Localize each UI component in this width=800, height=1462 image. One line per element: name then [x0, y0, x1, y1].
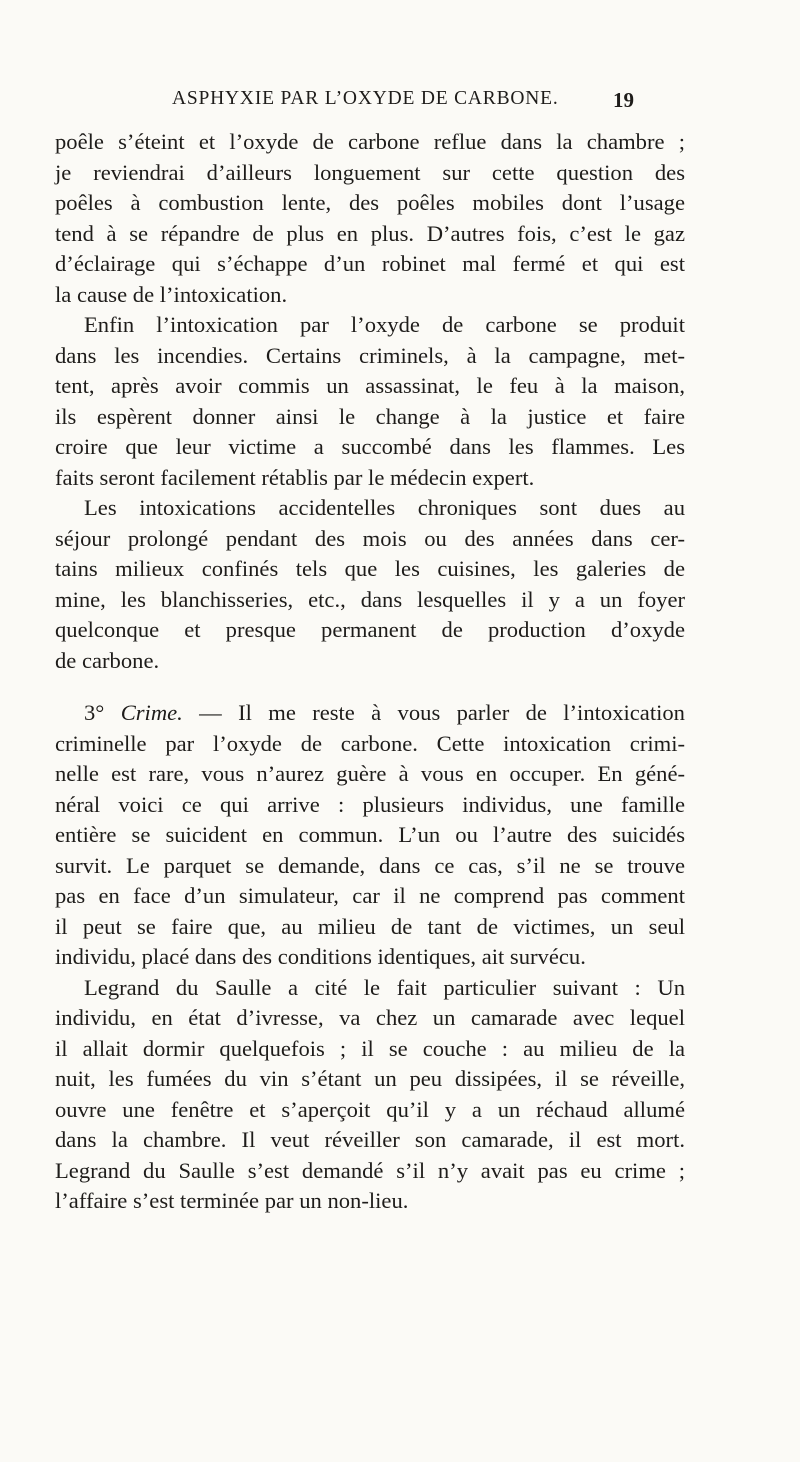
text-line: ils espèrent donner ainsi le change à la justice et faire — [55, 403, 685, 429]
section-title: Crime. — [120, 700, 183, 725]
text-line: néral voici ce qui arrive : plusieurs individus, une famille — [55, 791, 685, 817]
section-number: 3° — [84, 700, 105, 725]
text-line: tent, après avoir commis un assassinat, le feu à la maison, — [55, 373, 685, 398]
paragraph-2 — [55, 310, 685, 493]
text-line: Enfin l’intoxication par l’oxyde de carbone se produit — [84, 312, 685, 337]
page-number: 19 — [613, 88, 634, 112]
text-line: tend à se répandre de plus en plus. D’autres fois, c’est le gaz — [55, 220, 685, 246]
paragraph-legrand — [55, 973, 685, 1217]
text-line: ouvre une fenêtre et s’aperçoit qu’il y a un réchaud allumé — [55, 1096, 685, 1122]
text-line: la cause de l’intoxication. — [55, 281, 288, 307]
text-line: mine, les blanchisseries, etc., dans lesquelles il y a un foyer — [55, 586, 685, 612]
text-line: d’éclairage qui s’échappe d’un robinet mal fermé et qui est — [55, 251, 685, 276]
text-line: séjour prolongé pendant des mois ou des années dans cer- — [55, 525, 685, 551]
text-line: Legrand du Saulle s’est demandé s’il n’y avait pas eu crime ; — [55, 1157, 685, 1183]
section-first-line — [55, 698, 685, 729]
text-line: Legrand du Saulle a cité le fait particulier suivant : Un — [84, 974, 685, 1000]
text-line: nuit, les fumées du vin s’étant un peu dissipées, il se réveille, — [55, 1066, 685, 1091]
section-first-line-rest: — Il me reste à vous parler de l’intoxication — [182, 700, 685, 725]
text-line: dans la chambre. Il veut réveiller son camarade, il est mort. — [55, 1127, 685, 1152]
running-header — [172, 88, 634, 118]
text-line: tains milieux confinés tels que les cuisines, les galeries de — [55, 556, 685, 581]
text-line: je reviendrai d’ailleurs longuement sur cette question des — [55, 159, 685, 185]
running-title: ASPHYXIE PAR L’OXYDE DE CARBONE. — [172, 88, 559, 109]
text-line: Les intoxications accidentelles chroniques sont dues au — [84, 495, 685, 520]
text-line: il peut se faire que, au milieu de tant de victimes, un seul — [55, 913, 685, 939]
text-line: individu, placé dans des conditions identiques, ait survécu. — [55, 944, 586, 969]
text-line: il allait dormir quelquefois ; il se couche : au milieu de la — [55, 1035, 685, 1061]
paragraph-1 — [55, 127, 685, 310]
text-line: survit. Le parquet se demande, dans ce cas, s’il ne se trouve — [55, 852, 685, 878]
text-line: entière se suicident en commun. L’un ou l’autre des suicidés — [55, 822, 685, 847]
text-line: l’affaire s’est terminée par un non-lieu. — [55, 1188, 409, 1213]
text-line: croire que leur victime a succombé dans les flammes. Les — [55, 434, 685, 459]
text-line: quelconque et presque permanent de production d’oxyde — [55, 617, 685, 642]
body-text — [55, 127, 685, 1217]
text-line: de carbone. — [55, 647, 160, 673]
text-line: nelle est rare, vous n’aurez guère à vous en occuper. En géné- — [55, 761, 685, 786]
text-line: dans les incendies. Certains criminels, à la campagne, met- — [55, 342, 685, 368]
text-line: faits seront facilement rétablis par le médecin expert. — [55, 464, 535, 490]
text-line: individu, en état d’ivresse, va chez un camarade avec lequel — [55, 1005, 685, 1030]
text-line: pas en face d’un simulateur, car il ne comprend pas comment — [55, 883, 685, 908]
paragraph-crime-section — [55, 698, 685, 973]
text-line: criminelle par l’oxyde de carbone. Cette intoxication crimi- — [55, 730, 685, 756]
text-line: poêle s’éteint et l’oxyde de carbone reflue dans la chambre ; — [55, 129, 685, 154]
paragraph-3 — [55, 493, 685, 676]
text-line: poêles à combustion lente, des poêles mobiles dont l’usage — [55, 190, 685, 215]
section-gap — [55, 676, 685, 698]
